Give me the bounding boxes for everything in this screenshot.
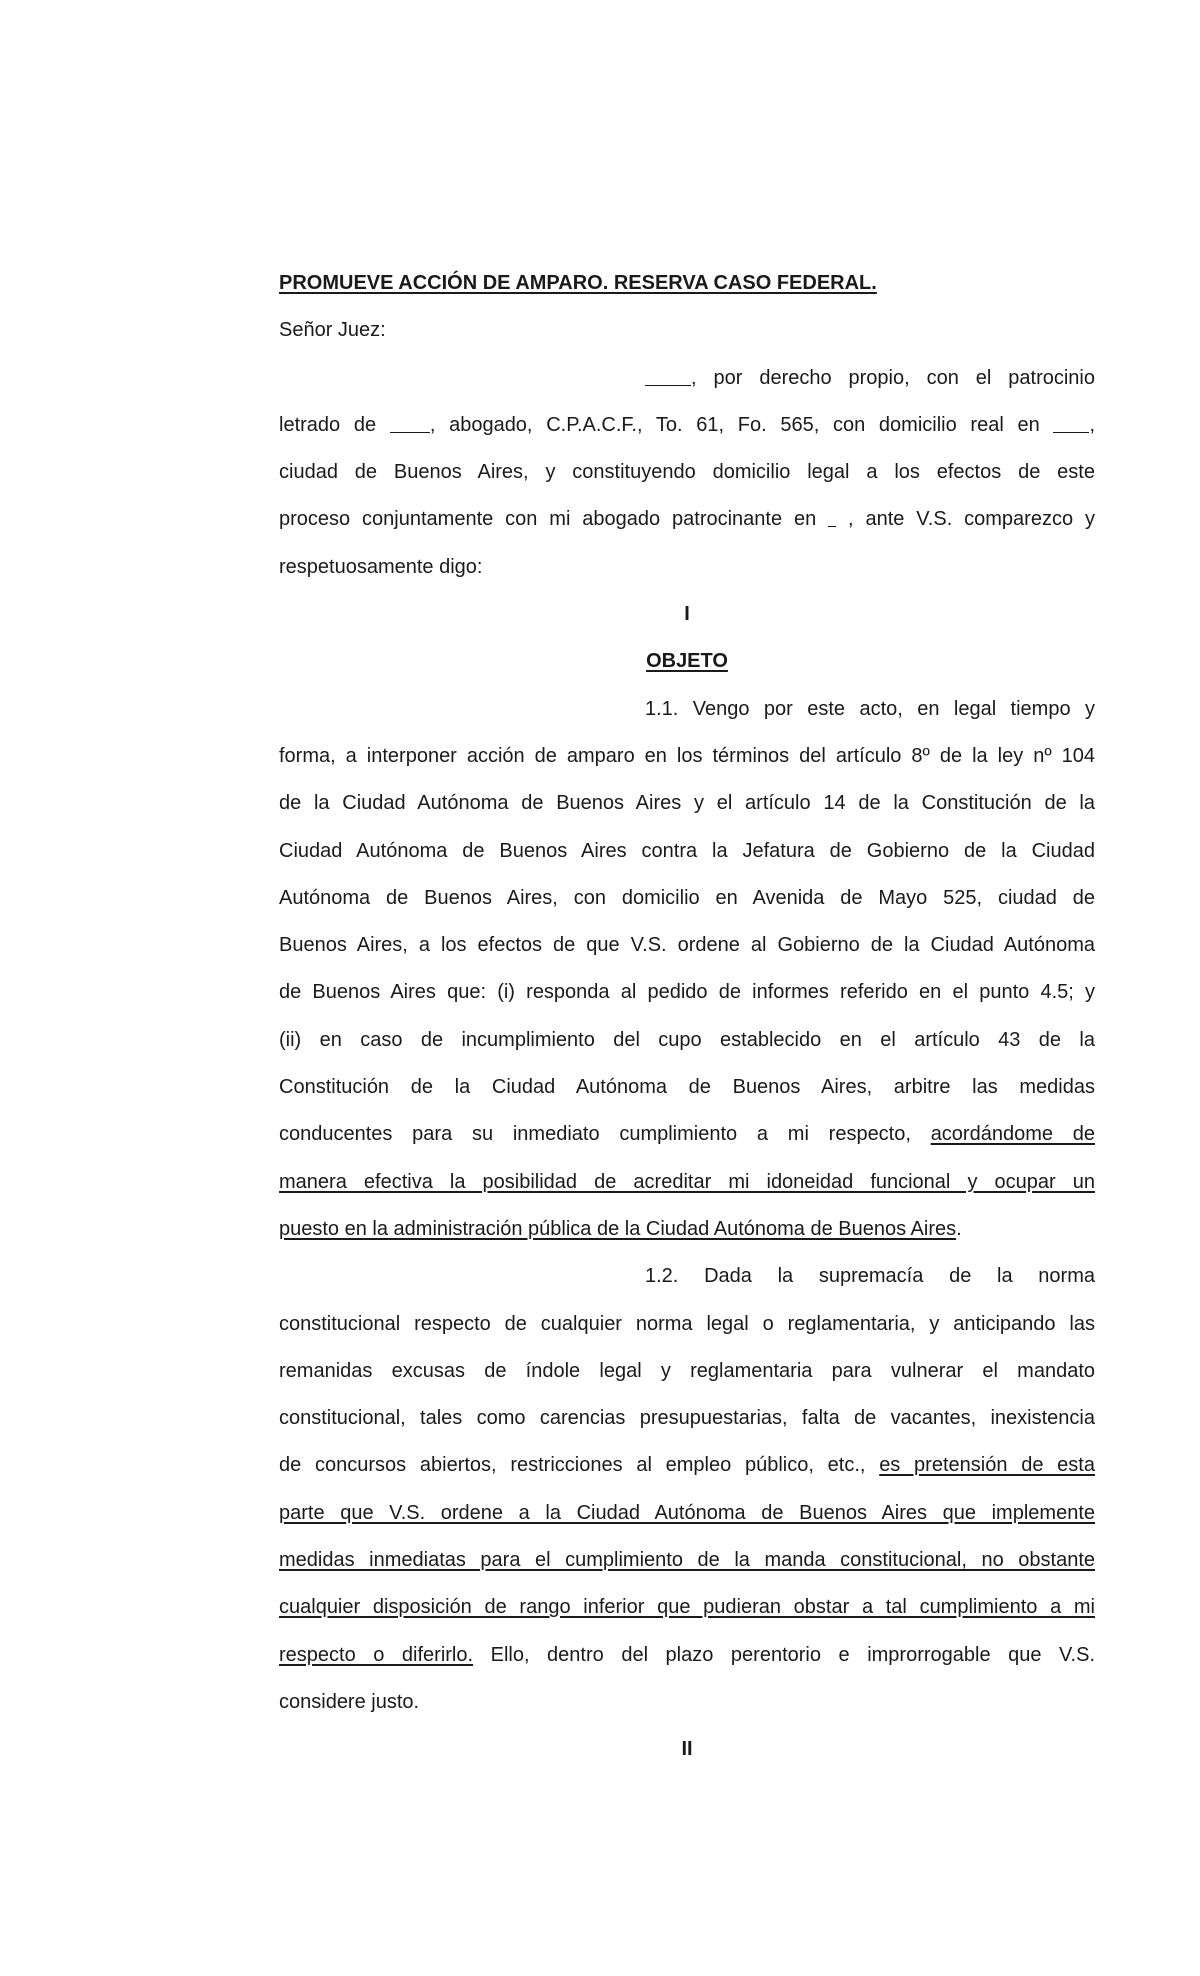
p11-line-2: forma, a interponer acción de amparo en los términos del artículo 8º de la ley nº 104 bbox=[279, 744, 1095, 767]
p11-line-6: Buenos Aires, a los efectos de que V.S. ordene al Gobierno de la Ciudad Autónoma bbox=[279, 934, 1095, 957]
p11-line-4: Ciudad Autónoma de Buenos Aires contra la Jefatura de Gobierno de la Ciudad bbox=[279, 839, 1095, 862]
blank-address bbox=[1053, 414, 1089, 433]
salutation: Señor Juez: bbox=[279, 319, 386, 342]
section-1-numeral: I bbox=[684, 603, 690, 626]
p11-line-3: de la Ciudad Autónoma de Buenos Aires y el artículo 14 de la Constitución de la bbox=[279, 792, 1095, 815]
section-2-numeral: II bbox=[681, 1738, 693, 1761]
section-1-heading: OBJETO bbox=[646, 650, 728, 673]
intro-line-4: proceso conjuntamente con mi abogado patrocinante en , ante V.S. comparezco y bbox=[279, 508, 1095, 531]
p12-line-9: respecto o diferirlo. Ello, dentro del plazo perentorio e improrrogable que V.S. bbox=[279, 1643, 1095, 1666]
p11-line-5: Autónoma de Buenos Aires, con domicilio en Avenida de Mayo 525, ciudad de bbox=[279, 886, 1095, 909]
underlined-request: acordándome de bbox=[930, 1123, 1095, 1146]
p11-line-7: de Buenos Aires que: (i) responda al pedido de informes referido en el punto 4.5; y bbox=[279, 981, 1095, 1004]
blank-legal-address bbox=[828, 508, 836, 527]
p11-line-11: manera efectiva la posibilidad de acreditar mi idoneidad funcional y ocupar un bbox=[279, 1170, 1095, 1193]
intro-line-3: ciudad de Buenos Aires, y constituyendo domicilio legal a los efectos de este bbox=[279, 461, 1095, 484]
intro-line-2: letrado de , abogado, C.P.A.C.F., To. 61, Fo. 565, con domicilio real en , bbox=[279, 413, 1096, 436]
p12-line-2: constitucional respecto de cualquier norma legal o reglamentaria, y anticipando las bbox=[279, 1312, 1095, 1335]
underlined-claim: es pretensión de esta bbox=[879, 1454, 1095, 1477]
p11-line-8: (ii) en caso de incumplimiento del cupo establecido en el artículo 43 de la bbox=[279, 1028, 1095, 1051]
p12-line-8: cualquier disposición de rango inferior que pudieran obstar a tal cumplimiento a mi bbox=[279, 1596, 1095, 1619]
blank-name bbox=[645, 367, 691, 386]
p12-line-6: parte que V.S. ordene a la Ciudad Autónoma de Buenos Aires que implemente bbox=[279, 1501, 1095, 1524]
p12-line-5: de concursos abiertos, restricciones al empleo público, etc., es pretensión de esta bbox=[279, 1454, 1095, 1477]
p11-line-10: conducentes para su inmediato cumplimiento a mi respecto, acordándome de bbox=[279, 1123, 1095, 1146]
document-page bbox=[279, 260, 1095, 1774]
p12-line-10: considere justo. bbox=[279, 1690, 420, 1713]
intro-line-1: , por derecho propio, con el patrocinio bbox=[279, 355, 1095, 402]
p12-line-4: constitucional, tales como carencias presupuestarias, falta de vacantes, inexistencia bbox=[279, 1407, 1095, 1430]
blank-lawyer bbox=[390, 414, 430, 433]
p11-line-1: 1.1. Vengo por este acto, en legal tiempo y bbox=[645, 697, 1095, 720]
p12-line-1: 1.2. Dada la supremacía de la norma bbox=[645, 1265, 1095, 1288]
p11-line-9: Constitución de la Ciudad Autónoma de Buenos Aires, arbitre las medidas bbox=[279, 1076, 1095, 1099]
intro-line-5: respetuosamente digo: bbox=[279, 555, 483, 578]
p12-line-3: remanidas excusas de índole legal y reglamentaria para vulnerar el mandato bbox=[279, 1359, 1095, 1382]
p12-line-7: medidas inmediatas para el cumplimiento de la manda constitucional, no obstante bbox=[279, 1549, 1095, 1572]
document-title: PROMUEVE ACCIÓN DE AMPARO. RESERVA CASO FEDERAL. bbox=[279, 272, 877, 294]
p11-line-12: puesto en la administración pública de la Ciudad Autónoma de Buenos Aires. bbox=[279, 1217, 962, 1240]
